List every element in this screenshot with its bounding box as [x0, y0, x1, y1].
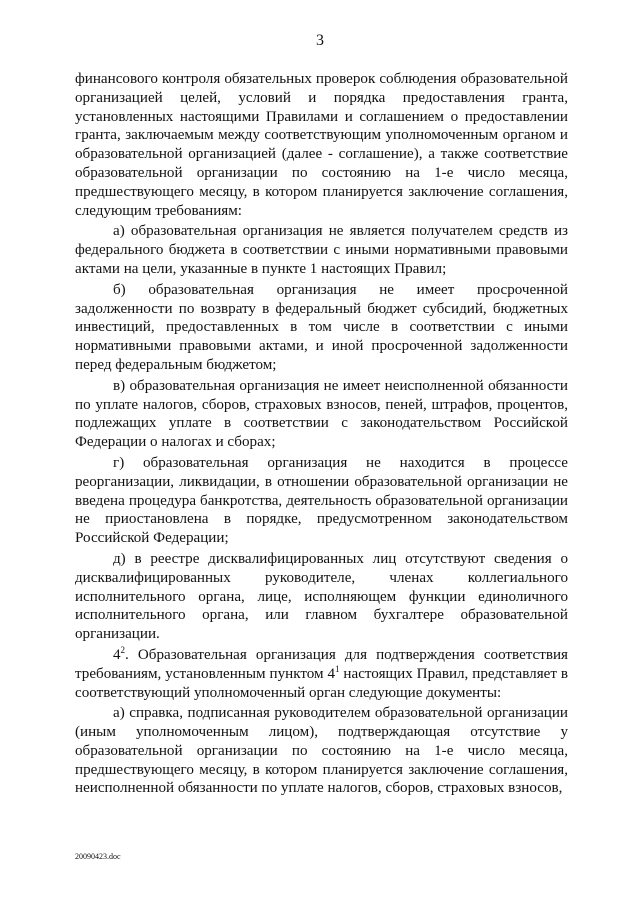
paragraph-item-a: а) образовательная организация не является получателем средств из федерального бюджета в соответствии с иными нормативными правовыми актами на цели, указанные в пункте 1 настоящих Правил;: [75, 223, 568, 277]
paragraph-subitem-a: а) справка, подписанная руководителем образовательной организации (иным уполномоченным лицом), подтверждающая отсутствие у образовательной организации по состоянию на 1-е число месяца, предшествующего месяцу, в котором планируется заключение соглашения, неисполненной обязанности по уплате налогов, сборов, страховых взносов,: [75, 705, 568, 797]
paragraph-item-b: б) образовательная организация не имеет просроченной задолженности по возврату в федеральный бюджет субсидий, бюджетных инвестиций, предоставленных в том числе в соответствии с иными нормативными правовыми актами, и иной просроченной задолженности перед федеральным бюджетом;: [75, 281, 568, 373]
paragraph-item-v: в) образовательная организация не имеет неисполненной обязанности по уплате налогов, сборов, страховых взносов, пеней, штрафов, процентов, подлежащих уплате в соответствии с законодательством Российской Федерации о налогах и сборах;: [75, 377, 568, 451]
clause-text-end: настоящих Правил, представляет в соответствующий уполномоченный орган следующие документы:: [75, 665, 568, 701]
file-name-footer: 20090423.doc: [75, 852, 121, 861]
clause-number: 4: [113, 646, 121, 663]
paragraph-item-d: д) в реестре дисквалифицированных лиц отсутствуют сведения о дисквалифицированных руководителе, членах коллегиального исполнительного органа, лице, исполняющем функции единоличного исполнительного органа, или главном бухгалтере образовательной организации.: [75, 550, 568, 643]
paragraph-4-2: [75, 646, 568, 702]
document-body: [75, 70, 568, 800]
clause-reference-superscript: 1: [335, 663, 340, 674]
clause-text-start: . Образовательная организация для подтверждения соответствия требованиям, установленным пунктом 4: [75, 646, 568, 682]
clause-superscript: 2: [120, 644, 126, 655]
paragraph-item-g: г) образовательная организация не находится в процессе реорганизации, ликвидации, в отношении образовательной организации не введена процедура банкротства, деятельность образовательной организации не приостановлена в порядке, предусмотренном законодательством Российской Федерации;: [75, 454, 568, 547]
page-number: 3: [316, 32, 324, 49]
paragraph-continuation: финансового контроля обязательных проверок соблюдения образовательной организацией целей, условий и порядка предоставления гранта, установленных настоящими Правилами и соглашением о предоставлении гранта, заключаемым между соответствующим уполномоченным органом и образовательной организацией (далее - соглашение), а также соответствие образовательной организации по состоянию на 1-е число месяца, предшествующего месяцу, в котором планируется заключение соглашения, следующим требованиям:: [75, 71, 568, 219]
